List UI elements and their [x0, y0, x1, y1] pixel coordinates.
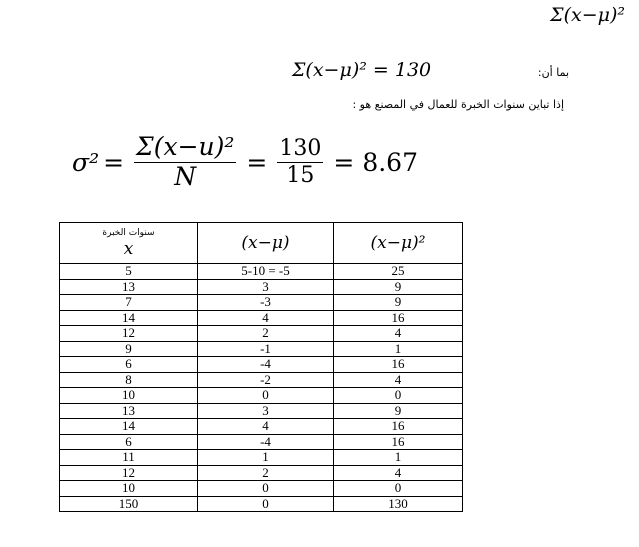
cell-deviation: 2 [198, 326, 334, 342]
variance-intro-text: إذا تباين سنوات الخبرة للعمال في المصنع هو : [352, 98, 564, 111]
cell-squared-deviation: 9 [334, 403, 463, 419]
cell-deviation: 4 [198, 419, 334, 435]
value-numerator: 130 [279, 136, 322, 162]
cell-x: 9 [60, 341, 198, 357]
table-row [60, 450, 463, 466]
cell-deviation: 3 [198, 403, 334, 419]
cell-deviation: 4 [198, 310, 334, 326]
cell-x: 5 [60, 264, 198, 280]
cell-squared-deviation: 4 [334, 465, 463, 481]
cell-deviation: -3 [198, 295, 334, 311]
cell-x: 7 [60, 295, 198, 311]
header-squared-deviation: (x−μ)² [334, 223, 463, 264]
table-body [60, 264, 463, 512]
table-row [60, 295, 463, 311]
cell-deviation: -4 [198, 434, 334, 450]
cell-squared-deviation: 4 [334, 326, 463, 342]
header-years-experience [60, 223, 198, 264]
equals-sign-2: = [246, 147, 268, 177]
cell-squared-deviation: 1 [334, 450, 463, 466]
cell-x: 11 [60, 450, 198, 466]
cell-x: 13 [60, 403, 198, 419]
table-row [60, 388, 463, 404]
cell-deviation: -2 [198, 372, 334, 388]
cell-x: 6 [60, 434, 198, 450]
formula-lhs: σ² [72, 147, 100, 177]
variance-formula [72, 133, 418, 192]
cell-squared-deviation: 9 [334, 279, 463, 295]
equals-sign-3: = [333, 147, 355, 177]
cell-deviation: 0 [198, 496, 334, 512]
header-x-symbol: x [123, 239, 134, 259]
table-row [60, 310, 463, 326]
formula-fraction [134, 133, 236, 192]
cell-deviation: 0 [198, 481, 334, 497]
cell-squared-deviation: 4 [334, 372, 463, 388]
cell-x: 150 [60, 496, 198, 512]
cell-squared-deviation: 9 [334, 295, 463, 311]
since-label: بما أن: [537, 66, 569, 79]
cell-x: 14 [60, 310, 198, 326]
cell-deviation: -4 [198, 357, 334, 373]
header-deviation: (x−μ) [198, 223, 334, 264]
table-row [60, 496, 463, 512]
cell-x: 10 [60, 388, 198, 404]
cell-squared-deviation: 0 [334, 481, 463, 497]
cell-x: 10 [60, 481, 198, 497]
cell-x: 13 [60, 279, 198, 295]
cell-squared-deviation: 1 [334, 341, 463, 357]
cell-deviation: -1 [198, 341, 334, 357]
cell-x: 14 [60, 419, 198, 435]
cell-deviation: 0 [198, 388, 334, 404]
table-row [60, 279, 463, 295]
cell-deviation: 3 [198, 279, 334, 295]
cell-deviation: 2 [198, 465, 334, 481]
cell-x: 6 [60, 357, 198, 373]
table-row [60, 403, 463, 419]
table-header-row [60, 223, 463, 264]
table-row [60, 419, 463, 435]
top-sum-expression: Σ(x−μ)² [550, 4, 625, 26]
cell-squared-deviation: 0 [334, 388, 463, 404]
deviation-table [59, 222, 463, 512]
table-row [60, 326, 463, 342]
cell-squared-deviation: 25 [334, 264, 463, 280]
table-row [60, 357, 463, 373]
cell-deviation: 5-10 = -5 [198, 264, 334, 280]
value-denominator: 15 [277, 162, 323, 188]
cell-x: 12 [60, 465, 198, 481]
table-row [60, 481, 463, 497]
table-row [60, 264, 463, 280]
fraction-denominator: N [134, 162, 236, 192]
cell-squared-deviation: 16 [334, 310, 463, 326]
cell-squared-deviation: 16 [334, 357, 463, 373]
value-fraction [277, 136, 323, 188]
cell-squared-deviation: 16 [334, 434, 463, 450]
cell-deviation: 1 [198, 450, 334, 466]
fraction-numerator: Σ(x−u)² [136, 132, 235, 161]
cell-x: 8 [60, 372, 198, 388]
cell-squared-deviation: 130 [334, 496, 463, 512]
table-row [60, 341, 463, 357]
cell-x: 12 [60, 326, 198, 342]
equals-sign-1: = [103, 147, 125, 177]
sum-equation: Σ(x−μ)² = 130 [292, 59, 432, 81]
table-row [60, 434, 463, 450]
formula-result: 8.67 [362, 147, 418, 177]
table-row [60, 465, 463, 481]
header-years-label: سنوات الخبرة [102, 228, 155, 238]
table-row [60, 372, 463, 388]
cell-squared-deviation: 16 [334, 419, 463, 435]
